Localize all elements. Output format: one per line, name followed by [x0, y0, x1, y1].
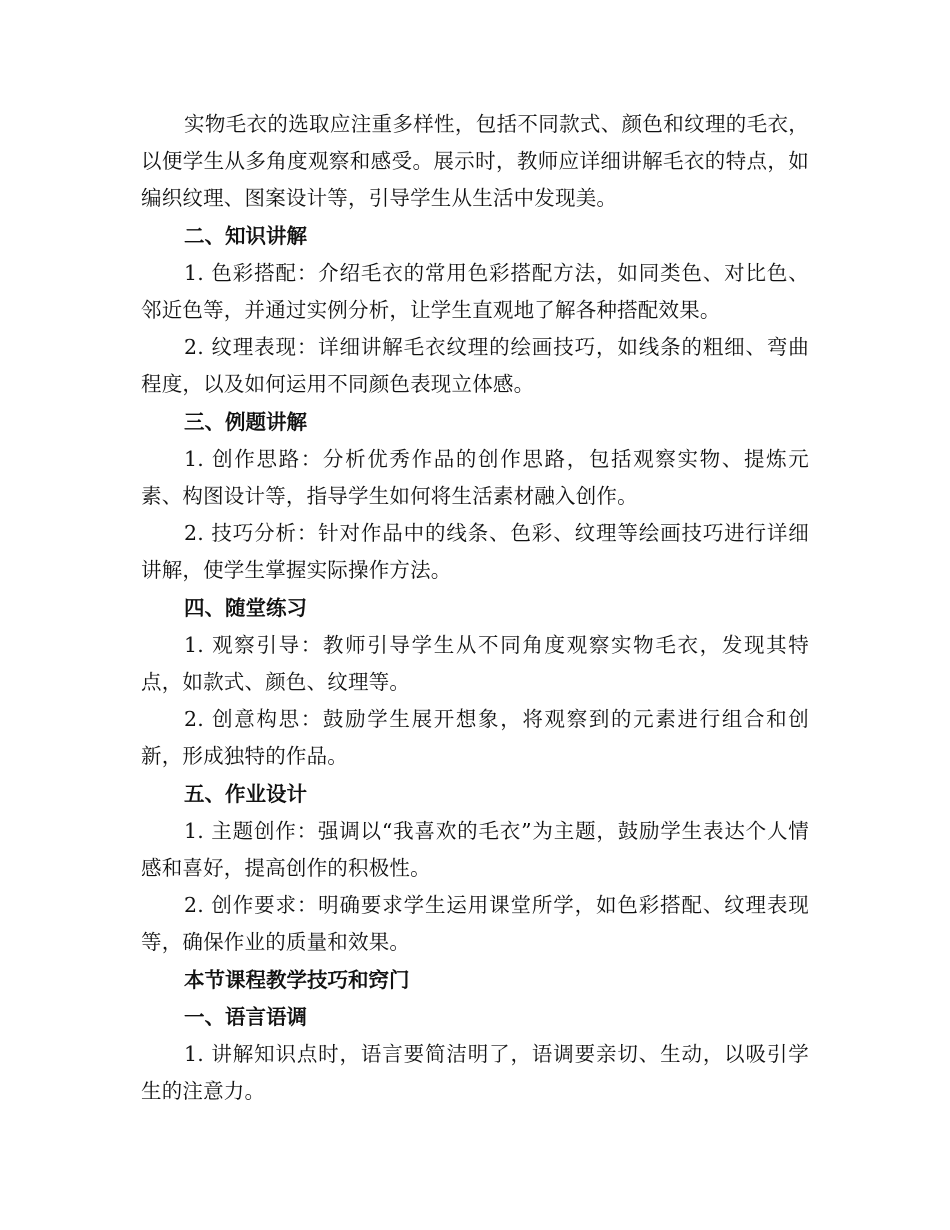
heading-tips: 本节课程教学技巧和窍门 — [184, 967, 410, 992]
heading-examples: 三、例题讲解 — [184, 409, 307, 434]
paragraph-creative-ideas: 1. 创作思路：分析优秀作品的创作思路，包括观察实物、提炼元素、构图设计等，指导学生如何将生活素材融入创作。 — [141, 446, 809, 509]
heading-language: 一、语言语调 — [184, 1004, 307, 1029]
paragraph-texture: 2. 纹理表现：详细讲解毛衣纹理的绘画技巧，如线条的粗细、弯曲程度，以及如何运用不同颜色表现立体感。 — [141, 335, 809, 397]
paragraph-intro: 实物毛衣的选取应注重多样性，包括不同款式、颜色和纹理的毛衣，以便学生从多角度观察和感受。展示时，教师应详细讲解毛衣的特点，如编织纹理、图案设计等，引导学生从生活中发现美。 — [141, 112, 809, 211]
heading-knowledge: 二、知识讲解 — [184, 223, 307, 248]
document-body — [141, 106, 809, 1110]
paragraph-language-tone: 1. 讲解知识点时，语言要简洁明了，语调要亲切、生动，以吸引学生的注意力。 — [141, 1042, 809, 1104]
paragraph-conception: 2. 创意构思：鼓励学生展开想象，将观察到的元素进行组合和创新，形成独特的作品。 — [141, 707, 809, 769]
heading-homework: 五、作业设计 — [184, 781, 307, 806]
paragraph-requirements: 2. 创作要求：明确要求学生运用课堂所学，如色彩搭配、纹理表现等，确保作业的质量和效果。 — [141, 893, 809, 955]
paragraph-color-matching: 1. 色彩搭配：介绍毛衣的常用色彩搭配方法，如同类色、对比色、邻近色等，并通过实例分析，让学生直观地了解各种搭配效果。 — [141, 260, 809, 323]
paragraph-technique: 2. 技巧分析：针对作品中的线条、色彩、纹理等绘画技巧进行详细讲解，使学生掌握实际操作方法。 — [141, 521, 809, 583]
heading-practice: 四、随堂练习 — [184, 595, 307, 620]
paragraph-theme: 1. 主题创作：强调以“我喜欢的毛衣”为主题，鼓励学生表达个人情感和喜好，提高创作的积极性。 — [141, 818, 809, 881]
paragraph-observation: 1. 观察引导：教师引导学生从不同角度观察实物毛衣，发现其特点，如款式、颜色、纹理等。 — [141, 632, 809, 695]
